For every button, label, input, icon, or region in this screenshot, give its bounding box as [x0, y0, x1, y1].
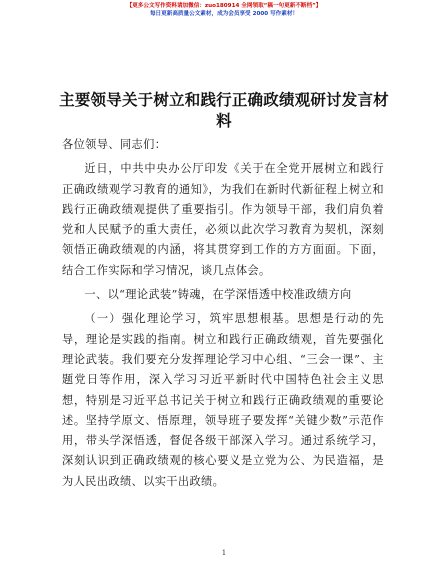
- promo-banner[interactable]: [0, 2, 448, 18]
- promo-line-1[interactable]: 【更多公文写作资料请加微信：zuo180914 全网领取“稿一句更新不断档”】: [126, 3, 322, 9]
- promo-line-2[interactable]: 每日更新高质量公文素材，成为会员享受 2000 写作素材！: [149, 11, 299, 17]
- salutation: 各位领导、同志们：: [62, 138, 167, 151]
- paragraph-intro: 近日，中共中央办公厅印发《关于在全党开展树立和践行正确政绩观学习教育的通知》，为我们在新时代新征程上树立和践行正确政绩观提供了重要指引。作为领导干部，我们肩负着党和人民赋予的重大责任，必须以此次学习教育为契机，深刻领悟正确政绩观的内涵，将其贯穿到工作的方方面面。下面，结合工作实际和学习情况，谈几点体会。: [62, 162, 384, 277]
- page-number: 1: [221, 549, 227, 557]
- document-body: [62, 135, 384, 496]
- section-heading-1: 一、以“理论武装”铸魂，在学深悟透中校准政绩方向: [84, 288, 352, 302]
- document-title: 主要领导关于树立和践行正确政绩观研讨发言材料: [59, 91, 389, 130]
- paragraph-section-1-1: （一）强化理论学习，筑牢思想根基。思想是行动的先导，理论是实践的指南。树立和践行正确政绩观，首先要强化理论武装。我们要充分发挥理论学习中心组、“三会一课”、主题党日等作用，深入学习习近平新时代中国特色社会主义思想，特别是习近平总书记关于树立和践行正确政绩观的重要论述。坚持学原文、悟原理，领导班子要发挥“关键少数”示范作用，带头学深悟透，督促各级干部深入学习。通过系统学习，深刻认识到正确政绩观的核心要义是立党为公、为民造福，是为人民出政绩、以实干出政绩。: [62, 312, 384, 488]
